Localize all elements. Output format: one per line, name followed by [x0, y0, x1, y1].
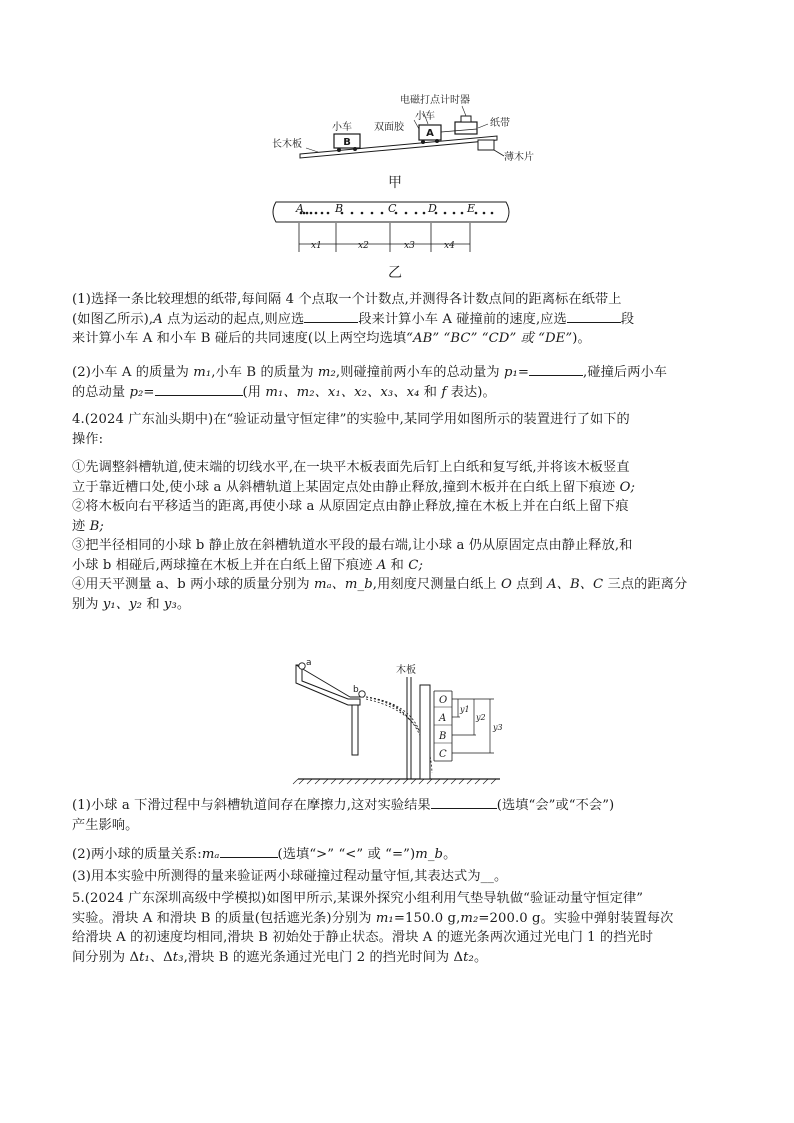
step3-line2: 小球 b 相碰后,两球撞在木板上并在白纸上留下痕迹 A 和 C;: [72, 557, 423, 573]
tape-dot: [310, 212, 313, 215]
board-label: 木板: [396, 665, 416, 676]
q3-part2: [72, 363, 722, 402]
ground-hatch-line: [315, 779, 320, 784]
ground-hatch-line: [427, 779, 432, 784]
tape-dot: [444, 212, 447, 215]
cart-a-label: 小车: [415, 111, 435, 122]
step1-line2: 立于靠近槽口处,使小球 a 从斜槽轨道上某固定点处由静止释放,撞到木板并在白纸上留下痕迹 O;: [72, 479, 636, 495]
q3-part2-line2: 的总动量 p₂= (用 m₁、m₂、x₁、x₂、x₃、x₄ 和 f 表达)。: [72, 384, 496, 400]
point-label-e: E: [467, 202, 476, 215]
q5-line3: 给滑块 A 的初速度均相同,滑块 B 初始处于静止状态。滑块 A 的遮光条两次通过光电门 1 的挡光时: [72, 930, 654, 945]
step3-line1: ③把半径相同的小球 b 静止放在斜槽轨道水平段的最右端,让小球 a 仍从原固定点由静止释放,和: [72, 538, 633, 553]
figure-yi: [270, 196, 520, 258]
tape-dot: [371, 212, 374, 215]
board-label: 长木板: [272, 139, 302, 150]
ground-hatch-line: [435, 779, 440, 784]
q5-line4: 间分别为 Δt₁、Δt₃,滑块 B 的遮光条通过光电门 2 的挡光时间为 Δt₂。: [72, 949, 488, 965]
distance-y2: y2: [476, 713, 486, 722]
q3-part2-line1: (2)小车 A 的质量为 m₁,小车 B 的质量为 m₂,则碰撞前两小车的总动量为 p₁= ,碰撞后两小车: [72, 365, 668, 380]
ground-hatch-line: [403, 779, 408, 784]
ground-hatch-line: [379, 779, 384, 784]
step2-line2: 迹 B;: [72, 518, 104, 534]
ground-hatch-line: [443, 779, 448, 784]
timer-label: 电磁打点计时器: [400, 95, 470, 106]
ground-hatch-line: [363, 779, 368, 784]
glue-label: 双面胶: [374, 122, 404, 133]
ground-hatch-line: [395, 779, 400, 784]
ball-a: [299, 658, 312, 669]
q4-steps: [72, 458, 722, 614]
ball-a-label: a: [306, 658, 312, 668]
q4-header: [72, 410, 722, 449]
cart-b-label: 小车: [332, 122, 352, 133]
q3-part1-line3: 来计算小车 A 和小车 B 碰后的共同速度(以上两空均选填“AB” “BC” “CD” 或 “DE”)。: [72, 331, 591, 346]
answer-blank-expression[interactable]: __。: [480, 869, 508, 884]
answer-blank-before[interactable]: [304, 310, 358, 323]
distance-markers: [452, 699, 494, 753]
ground-hatch-line: [411, 779, 416, 784]
dot-timer: [441, 116, 477, 134]
ground-hatch-line: [459, 779, 464, 784]
distance-y1: y1: [460, 705, 470, 714]
answer-blank-mass-relation[interactable]: [220, 845, 278, 858]
answer-blank-p1[interactable]: [529, 363, 583, 376]
tape-dot: [361, 212, 364, 215]
ground-hatch-line: [483, 779, 488, 784]
tape-label: 纸带: [490, 118, 510, 129]
mark-a: A: [439, 713, 447, 724]
q4-header-line2: 操作:: [72, 431, 104, 447]
thin-wood-piece: [478, 140, 504, 156]
q4-sub3: (3)用本实验中所测得的量来验证两小球碰撞过程动量守恒,其表达式为__。: [72, 869, 508, 884]
tape-dot: [423, 212, 426, 215]
tape-dot: [315, 212, 318, 215]
chute-board-figure: [290, 655, 510, 787]
ground-hatch-line: [323, 779, 328, 784]
answer-blank-p2[interactable]: [155, 383, 243, 396]
point-label-a: A: [296, 202, 304, 215]
q4-header-line1: 4.(2024 广东汕头期中)在“验证动量守恒定律”的实验中,某同学用如图所示的装置进行了如下的: [72, 412, 630, 427]
q5-line2: 实验。滑块 A 和滑块 B 的质量(包括遮光条)分别为 m₁=150.0 g,m₂=200.0 g。实验中弹射装置每次: [72, 910, 674, 926]
segment-x2: x2: [358, 241, 369, 251]
ground-hatch-line: [387, 779, 392, 784]
q4-sub1-line1: (1)小球 a 下滑过程中与斜槽轨道间存在摩擦力,这对实验结果 (选填“会”或“不会”): [72, 798, 615, 813]
tape-dot: [475, 212, 478, 215]
segment-x1: x1: [311, 241, 322, 251]
step1-line1: ①先调整斜槽轨道,使末端的切线水平,在一块平木板表面先后钉上白纸和复写纸,并将该木板竖直: [72, 460, 630, 475]
ground-hatch-line: [419, 779, 424, 784]
step4-line2: 别为 y₁、y₂ 和 y₃。: [72, 596, 191, 612]
mark-o: O: [439, 695, 448, 706]
ground-hatch: [299, 779, 496, 784]
tape-dot: [321, 212, 324, 215]
cart-b-letter: B: [343, 137, 351, 148]
long-board: [300, 136, 497, 158]
ground-hatch-line: [467, 779, 472, 784]
answer-blank-after[interactable]: [567, 310, 621, 323]
segment-x4: x4: [444, 241, 455, 251]
step2-line1: ②将木板向右平移适当的距离,再使小球 a 从原固定点由静止释放,撞在木板上并在白纸上留下痕: [72, 499, 629, 514]
mark-c: C: [439, 749, 447, 760]
tape-dot: [351, 212, 354, 215]
mark-b: B: [439, 731, 447, 742]
ground-hatch-line: [307, 779, 312, 784]
tape-dot: [327, 212, 330, 215]
ground-hatch-line: [299, 779, 304, 784]
distance-y3: y3: [493, 723, 503, 732]
ground-hatch-line: [339, 779, 344, 784]
q4-sub2: (2)两小球的质量关系:mₐ (选填“>” “<” 或 “=”)m_b。: [72, 847, 457, 862]
q3-part1-line2: (如图乙所示),A 点为运动的起点,则应选 段来计算小车 A 碰撞前的速度,应选 段: [72, 311, 635, 327]
chute-support: [352, 705, 358, 755]
tape-dot: [381, 212, 384, 215]
ground-hatch-line: [475, 779, 480, 784]
figure-jia: [262, 92, 562, 172]
q3-part1: [72, 290, 722, 349]
q5-line1: 5.(2024 广东深圳高级中学模拟)如图甲所示,某课外探究小组利用气垫导轨做“验证动量守恒定律”: [72, 891, 644, 906]
cart-a: [419, 125, 441, 144]
point-label-c: C: [388, 202, 397, 215]
tape-dot: [306, 212, 309, 215]
answer-blank-friction[interactable]: [431, 796, 497, 809]
q5: [72, 889, 722, 967]
segment-x3: x3: [404, 241, 415, 251]
q3-part1-line1: (1)选择一条比较理想的纸带,每间隔 4 个点取一个计数点,并测得各计数点间的距离标在纸带上: [72, 292, 622, 307]
ball-b: [353, 685, 365, 697]
ground-hatch-line: [355, 779, 360, 784]
tape-dot: [415, 212, 418, 215]
tape-dot: [405, 212, 408, 215]
ground-hatch-line: [347, 779, 352, 784]
tape-dot: [491, 212, 494, 215]
ball-b-label: b: [353, 685, 359, 695]
cart-a-letter: A: [426, 128, 434, 139]
ground-hatch-line: [331, 779, 336, 784]
tape-dot: [453, 212, 456, 215]
tape-dot: [461, 212, 464, 215]
ground-hatch-line: [371, 779, 376, 784]
q4-sub1: [72, 796, 722, 835]
tape-dot: [483, 212, 486, 215]
step4-line1: ④用天平测量 a、b 两小球的质量分别为 mₐ、m_b,用刻度尺测量白纸上 O 点到 A、B、C 三点的距离分: [72, 577, 688, 592]
point-label-d: D: [428, 202, 437, 215]
point-label-b: B: [335, 202, 344, 215]
figure-jia-caption: 甲: [388, 175, 402, 191]
thin-wood-label: 薄木片: [504, 152, 534, 163]
board-posts: [407, 677, 411, 779]
ground-hatch-line: [451, 779, 456, 784]
ground-hatch-line: [491, 779, 496, 784]
q4-sub1-line2: 产生影响。: [72, 817, 139, 833]
figure-yi-caption: 乙: [388, 265, 402, 281]
